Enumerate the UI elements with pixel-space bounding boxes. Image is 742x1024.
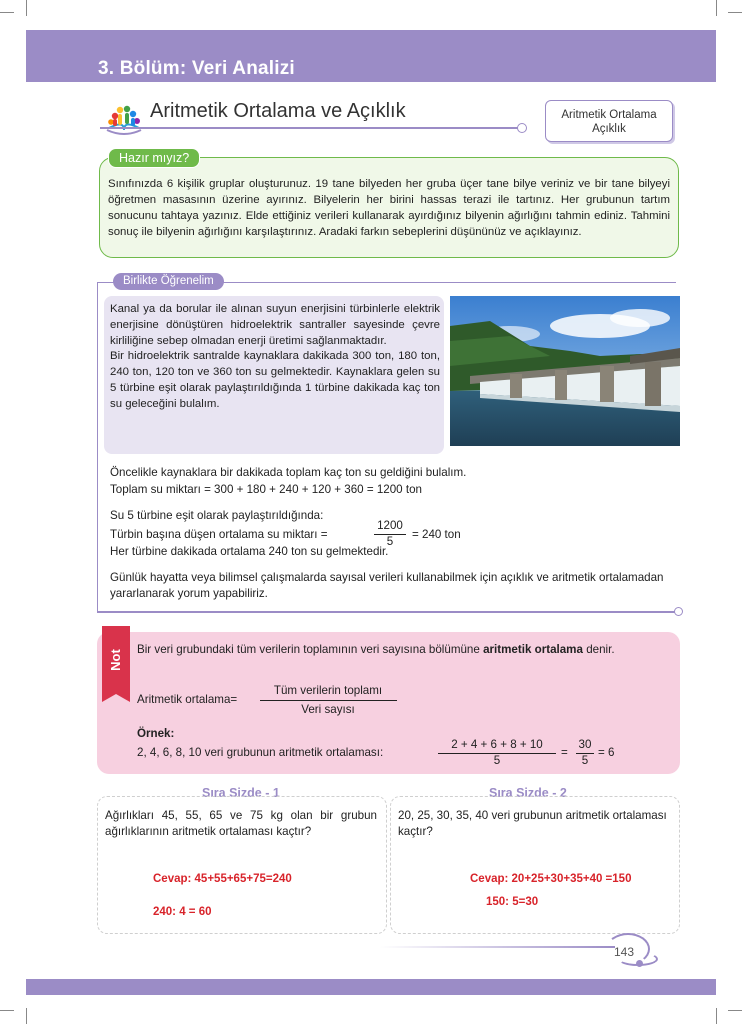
turn-2-answer-1: Cevap: 20+25+30+35+40 =150 (470, 873, 632, 885)
dam-photo (450, 296, 680, 446)
topic-underline (100, 127, 520, 129)
fraction-denominator: 5 (386, 535, 394, 548)
example-equals: = (561, 746, 568, 759)
example-label: Örnek: (137, 727, 175, 740)
topic-title: Aritmetik Ortalama ve Açıklık (150, 100, 406, 122)
note-label: Not (108, 649, 123, 671)
example-numerator: 2 + 4 + 6 + 8 + 10 (451, 738, 543, 751)
learn-line-4-suffix: = 240 ton (412, 528, 461, 541)
note-def-part1: Bir veri grubundaki tüm verilerin toplamının veri sayısına bölümüne (137, 643, 480, 656)
turn-2-question: 20, 25, 30, 35, 40 veri grubunun aritmetik ortalaması kaçtır? (398, 809, 667, 838)
formula-numerator: Tüm verilerin toplamı (273, 684, 383, 697)
learn-closing: Günlük hayatta veya bilimsel çalışmalarda sayısal verileri kullanabilmek için açıklık ve aritmetik ortalamadan yararlanarak yorum yapabiliriz. (110, 571, 664, 600)
turn-2-answer-2: 150: 5=30 (486, 896, 539, 908)
learn-label: Birlikte Öğrenelim (113, 273, 224, 290)
formula-left: Aritmetik ortalama= (137, 693, 238, 706)
learn-line-end-dot (674, 607, 683, 616)
note-def-part2: denir. (586, 643, 615, 656)
example-result: = 6 (598, 746, 615, 759)
crop-mark (0, 1010, 14, 1011)
topic-line-end-dot (517, 123, 527, 133)
formula-denominator: Veri sayısı (301, 703, 355, 716)
intro-paragraph-2: Bir hidroelektrik santralde kaynaklara dakikada 300 ton, 180 ton, 240 ton, 120 ton ve 360 ton su gelmektedir. Kaynaklara gelen su 5 türbine eşit olarak paylaştırıldığında 1 türbine dakikada kaç ton su geleceğini bulalım. (110, 350, 440, 410)
turn-1-answer-2: 240: 4 = 60 (153, 906, 212, 918)
turn-1-question: Ağırlıkları 45, 55, 65 ve 75 kg olan bir grubun ağırlıklarının aritmetik ortalaması kaçtır? (105, 809, 377, 838)
learn-line-3: Su 5 türbine eşit olarak paylaştırıldığında: (110, 509, 324, 522)
turn-2-title: Sıra Sizde - 2 (489, 786, 567, 800)
formula-bar (260, 700, 397, 701)
example-text: 2, 4, 6, 8, 10 veri grubunun aritmetik ortalaması: (137, 746, 384, 759)
learn-line-2: Toplam su miktarı = 300 + 180 + 240 + 120 + 360 = 1200 ton (110, 483, 422, 496)
crop-mark (728, 1010, 742, 1011)
intro-text (110, 302, 440, 413)
side-tag-line1: Aritmetik Ortalama (561, 109, 657, 121)
footer-band (26, 979, 716, 995)
note-def-bold: aritmetik ortalama (483, 643, 583, 656)
crop-mark (0, 12, 14, 13)
fraction-numerator: 1200 (377, 519, 403, 532)
learn-line-5: Her türbine dakikada ortalama 240 ton su gelmektedir. (110, 545, 389, 558)
example-numerator-2: 30 (578, 738, 592, 751)
turn-1-title: Sıra Sizde - 1 (202, 786, 280, 800)
intro-paragraph-1: Kanal ya da borular ile alınan suyun enerjisini türbinlerle elektrik enerjisine dönüştüren hidroelektrik santraller sayesinde çevre kirliliğine sebep olmadan enerji üretimi sağlanmaktadır. (110, 303, 440, 347)
learn-line-4-prefix: Türbin başına düşen ortalama su miktarı = (110, 528, 328, 541)
note-definition (137, 642, 672, 658)
learn-bottom-line (97, 611, 675, 613)
page-number: 143 (614, 945, 635, 959)
crop-mark (26, 0, 27, 16)
learn-line-1: Öncelikle kaynaklara bir dakikada toplam kaç ton su geldiğini bulalım. (110, 466, 467, 479)
ready-text: Sınıfınızda 6 kişilik gruplar oluşturunuz. 19 tane bilyeden her gruba üçer tane bilye veriniz ve bir tane bilyeyi öğretmen masasının üzerine ayırınız. Bilyelerin her birini hassas terazi ile tartınız. Her grubunun tartım sonucunu tahtaya yazınız. Elde ettiğiniz verileri kullanarak ayırdığınız bilyenin ağırlığını tahmin ediniz. Tahmini sonuç ile bilyenin ağırlığını karşılaştırınız. Aradaki farkın sebeplerini düşününüz ve açıklayınız. (108, 178, 670, 238)
side-topic-tag (545, 100, 673, 142)
chapter-title: 3. Bölüm: Veri Analizi (98, 58, 295, 79)
ready-label: Hazır mıyız? (108, 148, 200, 168)
example-denominator-2: 5 (581, 754, 589, 767)
page-number-dot (636, 960, 643, 967)
crop-mark (716, 0, 717, 16)
crop-mark (716, 1008, 717, 1024)
turn-1-answer-1: Cevap: 45+55+65+75=240 (153, 873, 292, 885)
crop-mark (728, 12, 742, 13)
note-tab-notch (102, 694, 130, 702)
example-denominator: 5 (493, 754, 501, 767)
side-tag-line2: Açıklık (592, 123, 626, 135)
book-reader-logo-icon (103, 100, 145, 138)
page-number-line (380, 946, 615, 948)
crop-mark (26, 1008, 27, 1024)
